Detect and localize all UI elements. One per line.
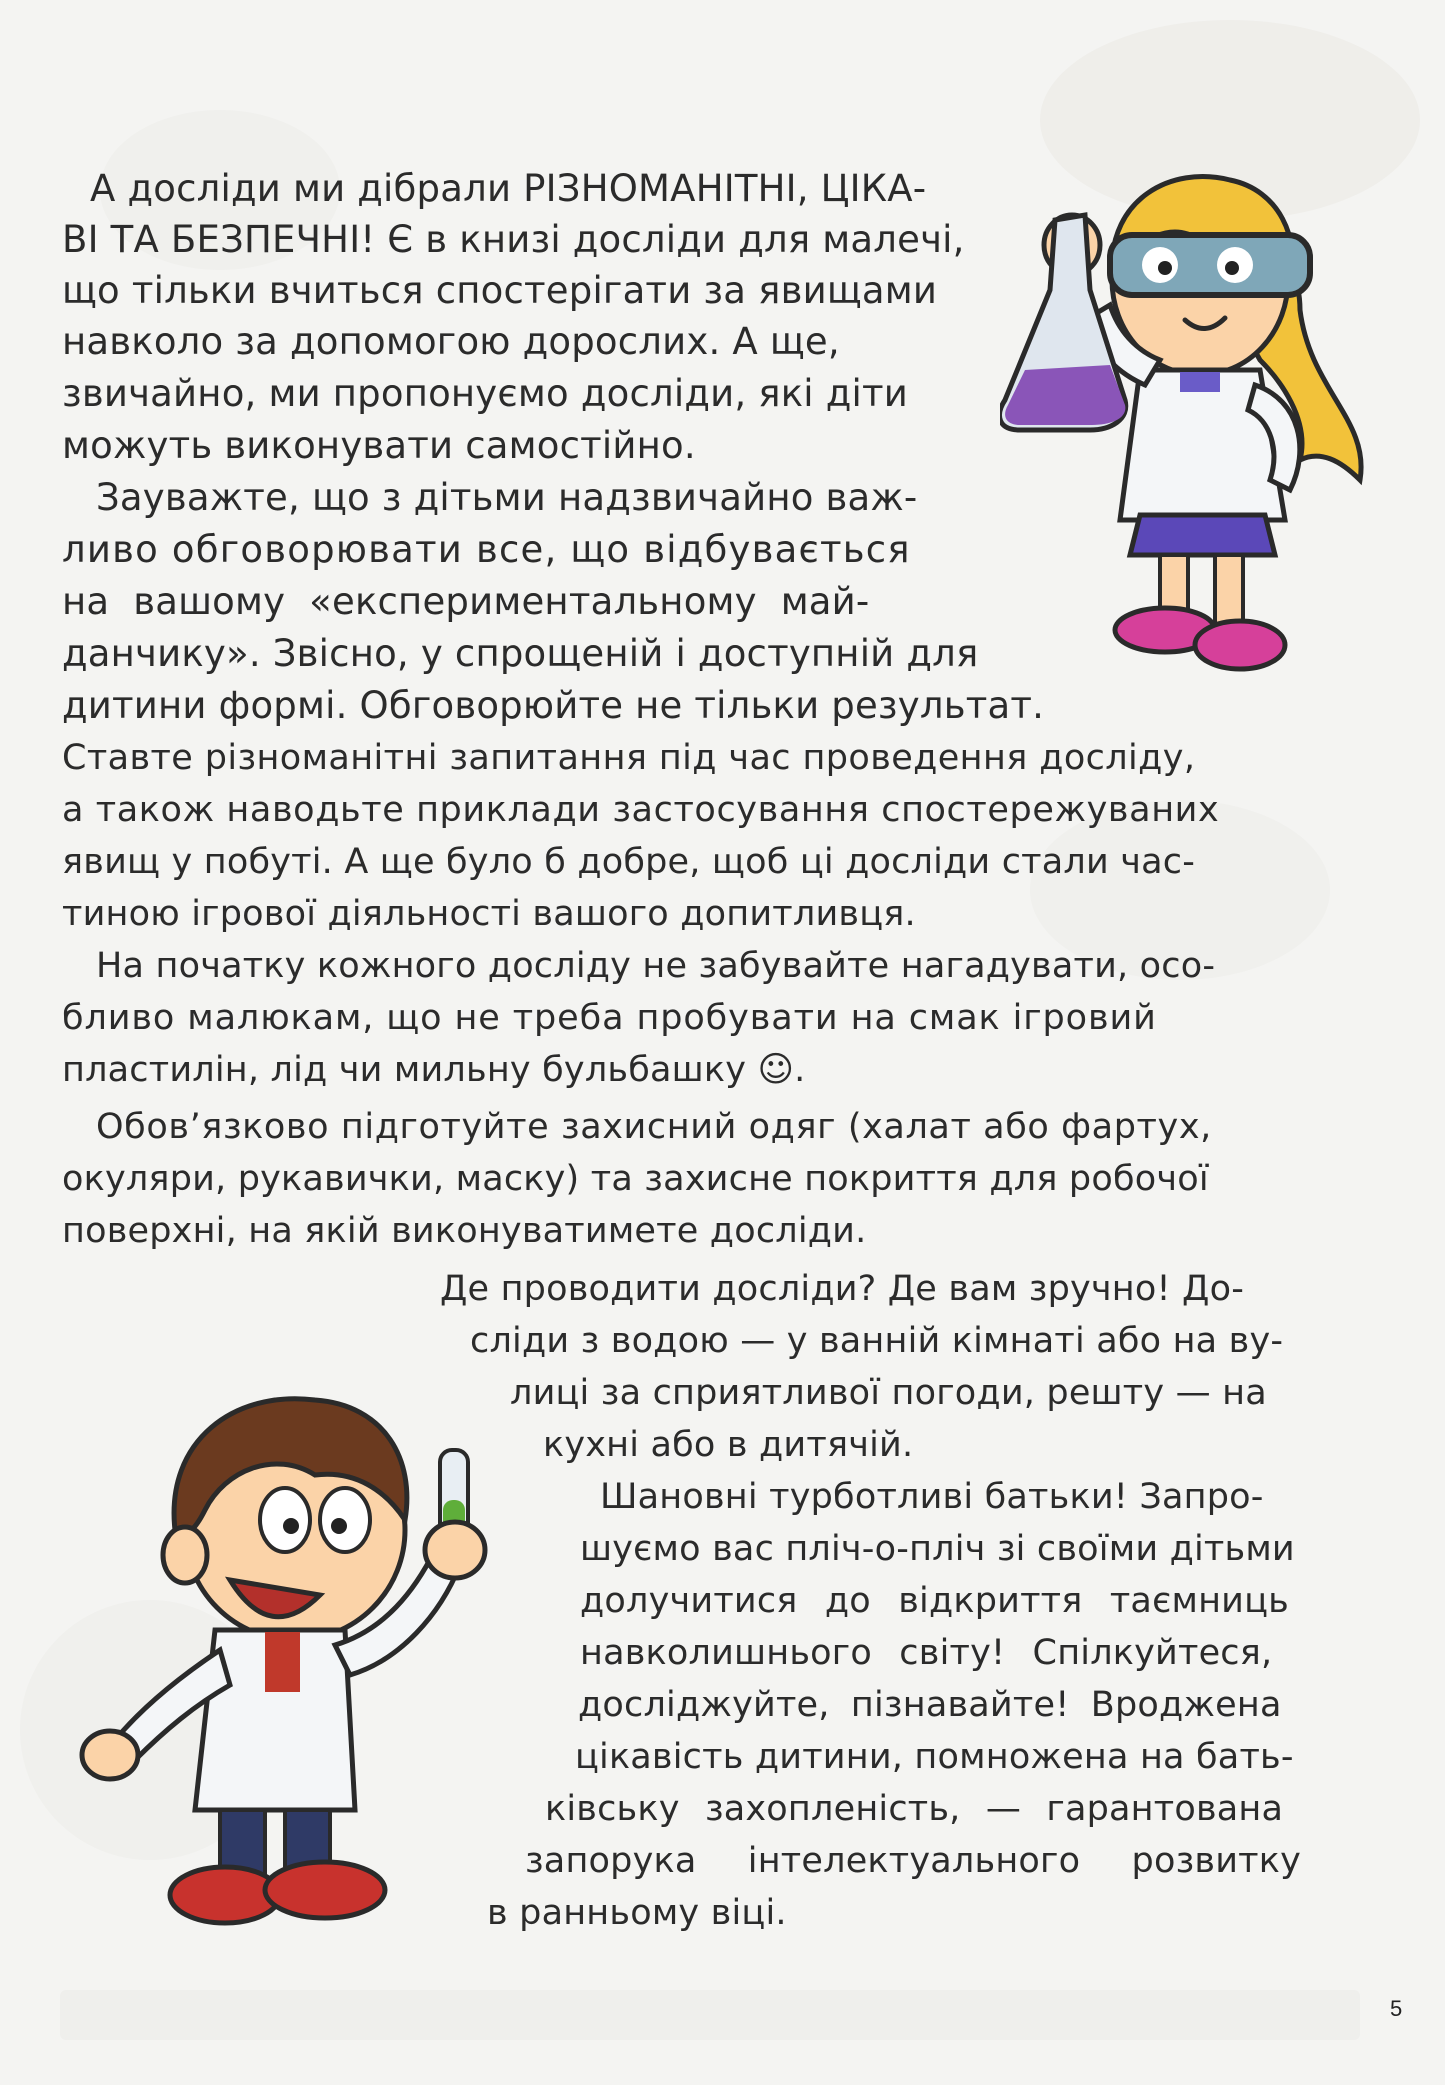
text-line: тиною ігрової діяльності вашого допитливця. [62, 894, 916, 934]
text-line: а також наводьте приклади застосування спостережуваних [62, 790, 1220, 830]
text-line: На початку кожного досліду не забувайте нагадувати, осо- [96, 946, 1216, 986]
text-line: ливо обговорювати все, що відбувається [62, 528, 911, 571]
text-line: в ранньому віці. [487, 1893, 787, 1933]
text-line: досліджуйте, пізнавайте! Вроджена [578, 1685, 1282, 1725]
text-line: бливо малюкам, що не треба пробувати на смак ігровий [62, 998, 1157, 1038]
text-line: А досліди ми дібрали РІЗНОМАНІТНІ, ЦІКА- [90, 167, 927, 210]
girl-scientist-illustration [1000, 160, 1380, 680]
text-line: пластилін, лід чи мильну бульбашку ☺. [62, 1050, 806, 1090]
text-line: можуть виконувати самостійно. [62, 424, 696, 467]
text-line: навколо за допомогою дорослих. А ще, [62, 320, 840, 363]
text-line: звичайно, ми пропонуємо досліди, які діти [62, 372, 908, 415]
text-line: окуляри, рукавички, маску) та захисне покриття для робочої [62, 1159, 1209, 1199]
text-line: лиці за сприятливої погоди, решту — на [510, 1373, 1267, 1413]
text-line: Обов’язково підготуйте захисний одяг (халат або фартух, [96, 1107, 1212, 1147]
text-line: Ставте різноманітні запитання під час проведення досліду, [62, 738, 1196, 778]
boy-scientist-illustration [55, 1380, 505, 1940]
text-line: долучитися до відкриття таємниць [580, 1581, 1289, 1621]
text-line: запорука інтелектуального розвитку [525, 1841, 1301, 1881]
text-line: ВІ ТА БЕЗПЕЧНІ! Є в книзі досліди для малечі, [62, 218, 965, 261]
text-line: навколишнього світу! Спілкуйтеся, [580, 1633, 1273, 1673]
text-line: кухні або в дитячій. [543, 1425, 914, 1465]
text-line: поверхні, на якій виконуватимете досліди. [62, 1211, 867, 1251]
bottom-band [60, 1990, 1360, 2040]
text-line: ківську захопленість, — гарантована [545, 1789, 1284, 1829]
text-line: Шановні турботливі батьки! Запро- [600, 1477, 1264, 1517]
text-line: Зауважте, що з дітьми надзвичайно важ- [96, 476, 918, 519]
page-number: 5 [1390, 1996, 1403, 2021]
text-line: сліди з водою — у ванній кімнаті або на ву- [470, 1321, 1284, 1361]
text-line: явищ у побуті. А ще було б добре, щоб ці досліди стали час- [62, 842, 1196, 882]
text-line: шуємо вас пліч-о-пліч зі своїми дітьми [580, 1529, 1295, 1569]
text-line: на вашому «експериментальному май- [62, 580, 870, 623]
text-line: Де проводити досліди? Де вам зручно! До- [440, 1269, 1245, 1309]
text-line: дитини формі. Обговорюйте не тільки результат. [62, 684, 1045, 727]
text-line: що тільки вчиться спостерігати за явищами [62, 269, 938, 312]
text-line: цікавість дитини, помножена на бать- [575, 1737, 1294, 1777]
text-line: данчику». Звісно, у спрощеній і доступній для [62, 632, 979, 675]
